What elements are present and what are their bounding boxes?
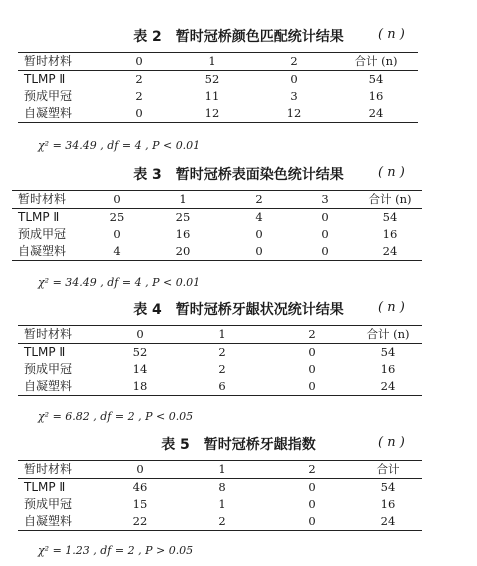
table-row bbox=[18, 361, 422, 378]
table-cell: 24 bbox=[334, 105, 418, 123]
table-cell: 2 bbox=[174, 513, 270, 531]
table-cell: 0 bbox=[321, 210, 329, 224]
table-cell: 25 bbox=[175, 210, 191, 224]
table-cell: 16 bbox=[382, 227, 398, 241]
table-cell: 6 bbox=[174, 378, 270, 396]
header-cell: 2 bbox=[270, 461, 354, 479]
row-label: TLMP Ⅱ bbox=[24, 345, 66, 359]
table-cell: 3 bbox=[290, 89, 298, 103]
table-cell: 1 bbox=[218, 497, 226, 511]
table-3-title-text: 表 3 暂时冠桥表面染色统计结果 bbox=[133, 167, 344, 183]
table-cell: 0 bbox=[113, 227, 121, 241]
row-label: 自凝塑料 bbox=[12, 243, 94, 261]
table-row bbox=[18, 496, 422, 513]
row-label: 自凝塑料 bbox=[18, 378, 106, 396]
table-2-stat: χ² = 34.49 , df = 4 , P < 0.01 bbox=[38, 139, 201, 152]
header-cell: 2 bbox=[226, 191, 292, 209]
table-cell: 4 bbox=[255, 210, 263, 224]
table-cell: 0 bbox=[255, 227, 263, 241]
table-4 bbox=[18, 325, 422, 396]
row-label: 预成甲冠 bbox=[24, 497, 73, 511]
table-cell: 0 bbox=[308, 362, 316, 376]
table-row bbox=[12, 209, 422, 227]
table-cell: 2 bbox=[218, 345, 226, 359]
header-cell: 2 bbox=[270, 326, 354, 344]
table-5-title bbox=[0, 434, 477, 454]
table-cell: 12 bbox=[254, 105, 334, 123]
table-header-row bbox=[12, 191, 422, 209]
table-row bbox=[18, 88, 418, 105]
table-cell: 54 bbox=[368, 72, 384, 86]
table-header-row bbox=[18, 326, 422, 344]
table-row bbox=[18, 71, 418, 89]
table-cell: 46 bbox=[132, 480, 148, 494]
table-cell: 24 bbox=[354, 513, 422, 531]
table-cell: 0 bbox=[290, 72, 298, 86]
header-cell: 0 bbox=[94, 191, 140, 209]
table-4-stat: χ² = 6.82 , df = 2 , P < 0.05 bbox=[38, 410, 194, 423]
table-cell: 0 bbox=[270, 513, 354, 531]
table-cell: 24 bbox=[358, 243, 422, 261]
table-cell: 24 bbox=[354, 378, 422, 396]
table-cell: 52 bbox=[204, 72, 220, 86]
header-cell: 2 bbox=[254, 53, 334, 71]
header-cell: 合计 bbox=[354, 461, 422, 479]
table-cell: 0 bbox=[308, 345, 316, 359]
table-cell: 11 bbox=[204, 89, 220, 103]
row-label: 预成甲冠 bbox=[24, 362, 73, 376]
table-4-title bbox=[0, 299, 477, 319]
table-cell: 4 bbox=[94, 243, 140, 261]
table-5-title-text: 表 5 暂时冠桥牙龈指数 bbox=[161, 437, 316, 453]
row-label: 自凝塑料 bbox=[18, 513, 106, 531]
table-3-unit: ( n ) bbox=[378, 165, 405, 180]
header-cell: 暂时材料 bbox=[12, 191, 94, 209]
table-row bbox=[12, 243, 422, 261]
table-header-row bbox=[18, 53, 418, 71]
table-cell: 20 bbox=[140, 243, 226, 261]
table-5-unit: ( n ) bbox=[378, 435, 405, 450]
table-3-title bbox=[0, 164, 477, 184]
table-cell: 16 bbox=[380, 497, 396, 511]
table-cell: 0 bbox=[308, 480, 316, 494]
table-cell: 8 bbox=[218, 480, 226, 494]
table-cell: 0 bbox=[292, 243, 358, 261]
header-cell: 1 bbox=[170, 53, 254, 71]
header-cell: 0 bbox=[106, 326, 174, 344]
header-cell: 1 bbox=[174, 326, 270, 344]
table-cell: 16 bbox=[368, 89, 384, 103]
table-cell: 0 bbox=[108, 105, 170, 123]
header-cell: 1 bbox=[174, 461, 270, 479]
row-label: TLMP Ⅱ bbox=[18, 210, 60, 224]
table-2-title bbox=[0, 26, 477, 46]
header-cell: 暂时材料 bbox=[18, 461, 106, 479]
row-label: 自凝塑料 bbox=[18, 105, 108, 123]
header-cell: 暂时材料 bbox=[18, 53, 108, 71]
header-cell: 合计 (n) bbox=[354, 326, 422, 344]
header-cell: 合计 (n) bbox=[358, 191, 422, 209]
header-cell: 0 bbox=[108, 53, 170, 71]
table-cell: 0 bbox=[270, 378, 354, 396]
row-label: 预成甲冠 bbox=[18, 227, 67, 241]
table-cell: 52 bbox=[132, 345, 148, 359]
header-cell: 暂时材料 bbox=[18, 326, 106, 344]
table-cell: 22 bbox=[106, 513, 174, 531]
table-cell: 54 bbox=[380, 345, 396, 359]
table-cell: 2 bbox=[218, 362, 226, 376]
table-cell: 25 bbox=[109, 210, 125, 224]
table-2-title-text: 表 2 暂时冠桥颜色匹配统计结果 bbox=[133, 29, 344, 45]
table-2 bbox=[18, 52, 418, 123]
table-row bbox=[18, 513, 422, 531]
table-row bbox=[12, 226, 422, 243]
table-cell: 2 bbox=[135, 72, 143, 86]
table-cell: 54 bbox=[382, 210, 398, 224]
table-row bbox=[18, 479, 422, 497]
table-cell: 12 bbox=[170, 105, 254, 123]
table-cell: 0 bbox=[226, 243, 292, 261]
table-4-title-text: 表 4 暂时冠桥牙龈状况统计结果 bbox=[133, 302, 344, 318]
row-label: TLMP Ⅱ bbox=[24, 72, 66, 86]
header-cell: 0 bbox=[106, 461, 174, 479]
table-cell: 18 bbox=[106, 378, 174, 396]
table-cell: 15 bbox=[132, 497, 148, 511]
table-5 bbox=[18, 460, 422, 531]
table-cell: 0 bbox=[321, 227, 329, 241]
header-cell: 1 bbox=[140, 191, 226, 209]
table-cell: 14 bbox=[132, 362, 148, 376]
table-5-stat: χ² = 1.23 , df = 2 , P > 0.05 bbox=[38, 544, 194, 557]
row-label: 预成甲冠 bbox=[24, 89, 73, 103]
table-cell: 54 bbox=[380, 480, 396, 494]
table-header-row bbox=[18, 461, 422, 479]
header-cell: 3 bbox=[292, 191, 358, 209]
row-label: TLMP Ⅱ bbox=[24, 480, 66, 494]
table-row bbox=[18, 105, 418, 123]
table-row bbox=[18, 344, 422, 362]
header-cell: 合计 (n) bbox=[334, 53, 418, 71]
table-cell: 2 bbox=[135, 89, 143, 103]
table-3-stat: χ² = 34.49 , df = 4 , P < 0.01 bbox=[38, 276, 201, 289]
table-row bbox=[18, 378, 422, 396]
table-2-unit: ( n ) bbox=[378, 27, 405, 42]
table-3 bbox=[12, 190, 422, 261]
table-cell: 16 bbox=[380, 362, 396, 376]
table-cell: 0 bbox=[308, 497, 316, 511]
table-cell: 16 bbox=[175, 227, 191, 241]
table-4-unit: ( n ) bbox=[378, 300, 405, 315]
